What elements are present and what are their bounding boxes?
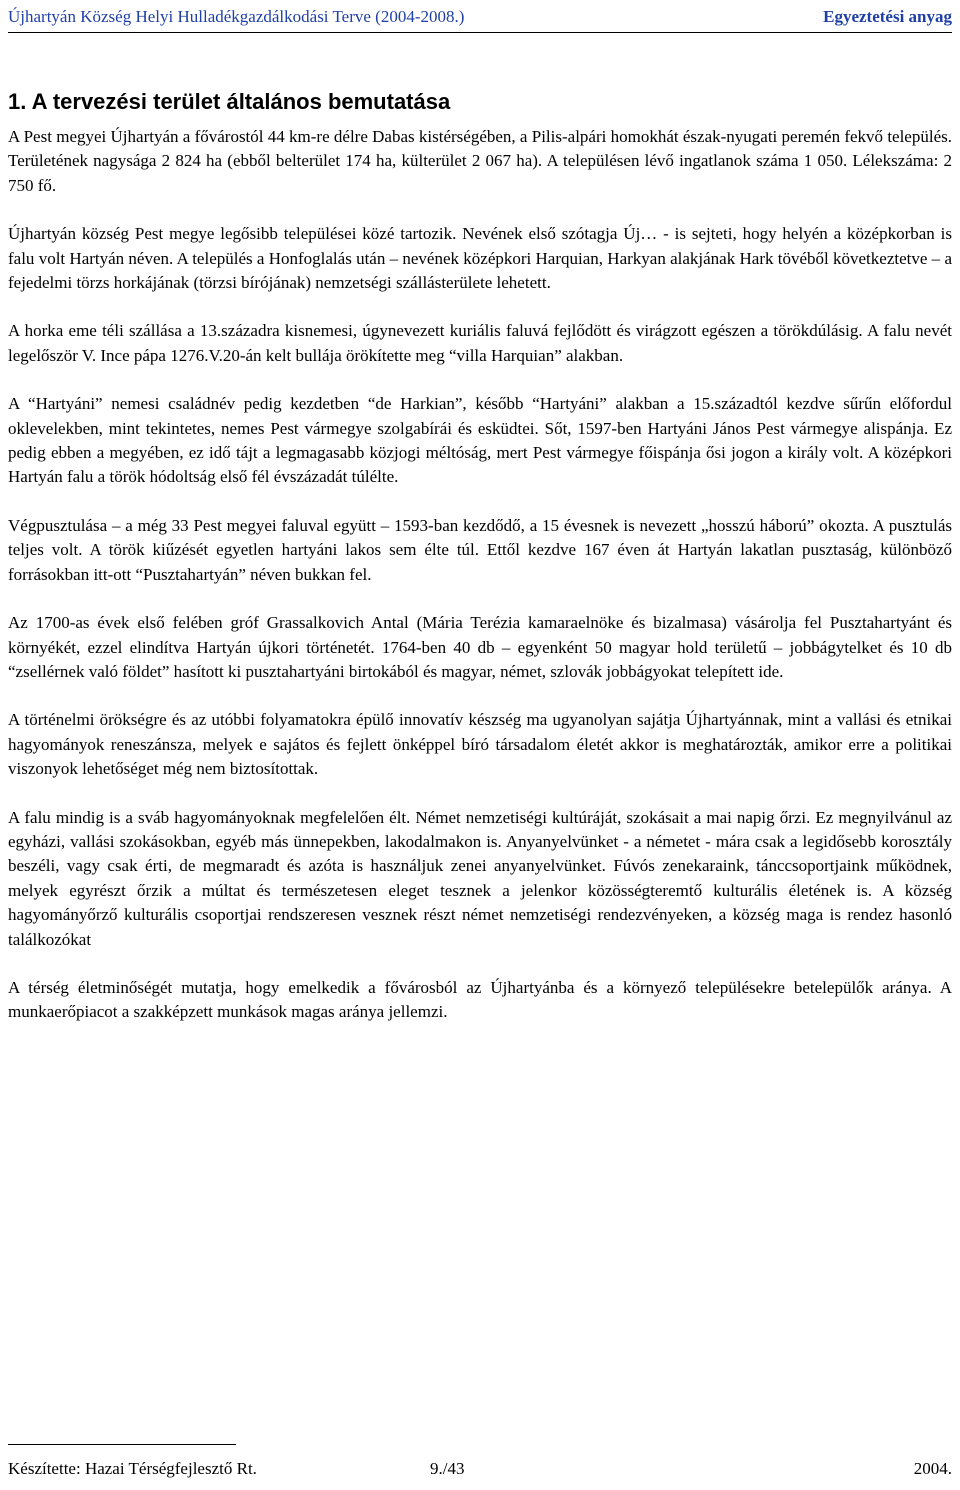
footer-author: Készítette: Hazai Térségfejlesztő Rt.	[8, 1459, 257, 1478]
paragraph: A falu mindig is a sváb hagyományoknak megfelelően élt. Német nemzetiségi kultúráját, szokásait a mai napig őrzi. Ez megnyilvánul az egyházi, vallási szokásokban, egyéb más ünnepekben, lakodalmakon is. Anyanyelvünket - a németet - mára csak a legidősebb korosztály beszéli, vagy csak érti, de megmaradt és azóta is használjuk zenei anyanyelvünket. Fúvós zenekaraink, tánccsoportjaink működnek, melyek egyrészt őrzik a múltat és természetesen eleget tesznek a jelenkor közösségteremtő kulturális életének is. A község hagyományőrző kulturális csoportjai rendszeresen vesznek részt német nemzetiségi rendezvényeken, a község maga is rendez hasonló találkozókat	[8, 807, 952, 949]
section-body	[8, 125, 952, 1025]
paragraph: A történelmi örökségre és az utóbbi folyamatokra épülő innovatív készség ma ugyanolyan sajátja Újhartyánnak, mint a vallási és etnikai hagyományok reneszánsza, melyek e sajátos és fejlett önképpel bíró társadalom életét akkor is meghatározták, amikor erre a politikai viszonyok lehetőséget még nem biztosítottak.	[8, 710, 952, 779]
paragraph: A horka eme téli szállása a 13.századra kisnemesi, úgynevezett kuriális faluvá fejlődött és virágzott egészen a törökdúlásig. A falu nevét legelőször V. Ince pápa 1276.V.20-án kelt bullája örökítette meg “villa Harquian” alakban.	[8, 321, 952, 365]
page-number: 9./43	[430, 1459, 465, 1478]
paragraph: Újhartyán község Pest megye legősibb települései közé tartozik. Nevének első szótagja Új… - is sejteti, hogy helyén a középkorban is falu volt Hartyán néven. A település a Honfoglalás után – nevének középkori Harquian, Harkyan alakjának Hark tövéből következtetve – a fejedelmi törzs horkájának (törzsi bírójának) nemzetségi szállásterülete lehetett.	[8, 224, 952, 293]
section-heading: 1. A tervezési terület általános bemutatása	[8, 89, 451, 114]
paragraph: Az 1700-as évek első felében gróf Grassalkovich Antal (Mária Terézia kamaraelnöke és bizalmasa) vásárolja fel Pusztahartyánt és környékét, ezzel elindítva Hartyán újkori történetét. 1764-ben 40 db – egyenként 50 magyar hold területű – jobbágytelket és 10 db “zsellérnek való földet” hasított ki pusztahartyáni birtokából és magyar, német, szlovák jobbágyokat telepített ide.	[8, 613, 952, 681]
paragraph: A Pest megyei Újhartyán a fővárostól 44 km-re délre Dabas kistérségében, a Pilis-alpári homokhát észak-nyugati peremén fekvő település. Területének nagysága 2 824 ha (ebből belterület 174 ha, külterület 2 067 ha). A településen lévő ingatlanok száma 1 050. Lélekszáma: 2 750 fő.	[8, 127, 952, 195]
footer-year: 2004.	[913, 1459, 952, 1478]
paragraph: Végpusztulása – a még 33 Pest megyei faluval együtt – 1593-ban kezdődő, a 15 évesnek is nevezett „hosszú háború” okozta. A pusztulás teljes volt. A török kiűzését egyetlen hartyáni lakos sem élte túl. Ettől kezdve 167 éven át Hartyán lakatlan pusztaság, különböző forrásokban itt-ott “Pusztahartyán” néven bukkan fel.	[8, 515, 952, 584]
document-title: Újhartyán Község Helyi Hulladékgazdálkodási Terve (2004-2008.)	[8, 7, 465, 26]
footer-divider	[8, 1444, 236, 1445]
page-header	[8, 4, 952, 33]
paragraph: A “Hartyáni” nemesi családnév pedig kezdetben “de Harkian”, később “Hartyáni” alakban a 15.századtól kezdve sűrűn előfordul oklevelekben, mint tekintetes, nemes Pest vármegye szolgabírái és esküdtei. Sőt, 1597-ben Hartyáni János Pest vármegye alispánja. Ez pedig ebben a megyében, ez idő tájt a legmagasabb közjogi méltóság, mert Pest vármegye főispánja ősi jogon a király volt. A középkori Hartyán falu a török hódoltság első fél évszázadát túlélte.	[8, 394, 952, 487]
paragraph: A térség életminőségét mutatja, hogy emelkedik a fővárosból az Újhartyánba és a környező településekre betelepülők aránya. A munkaerőpiacot a szakképzett munkások magas aránya jellemzi.	[8, 977, 952, 1022]
page-footer	[8, 1458, 952, 1482]
document-status: Egyeztetési anyag	[823, 7, 952, 26]
